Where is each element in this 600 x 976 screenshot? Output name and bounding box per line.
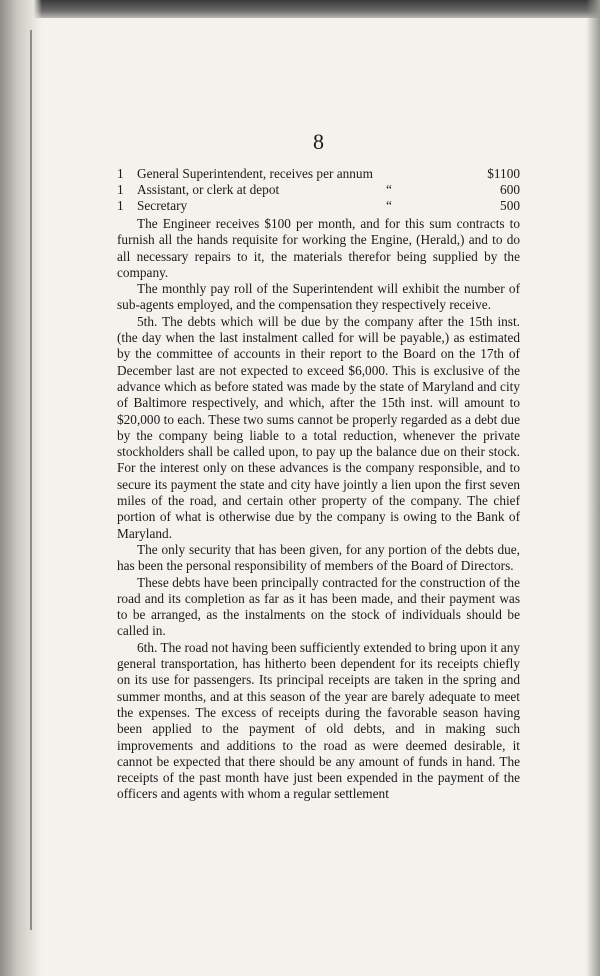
staff-count: 1 xyxy=(117,198,124,213)
paragraph-construction-debts: These debts have been principally contracted for the construction of the road and its completion as far as it has been made, and their payment was to be arranged, as the instalments on the stock of individuals should be called in. xyxy=(117,574,520,639)
page-number: 8 xyxy=(313,129,324,154)
staff-count: 1 xyxy=(117,166,124,181)
salary-amount: $1100 xyxy=(487,166,520,181)
salary-amount: 500 xyxy=(500,198,520,213)
staff-salary-list xyxy=(117,166,520,214)
paragraph-debts: 5th. The debts which will be due by the company after the 15th inst. (the day when the last instalment called for will be payable,) as estimated by the committee of accounts in their report to the Board on the 17th of December last are not expected to exceed $6,000. This is exclusive of the advance which as before stated was made by the state of Maryland and city of Baltimore respectively, and which, after the 15th inst. will amount to $20,000 to each. These two sums cannot be properly regarded as a debt due by the company being liable to a total reduction, whenever the private stockholders shall be called upon, to pay up the balance due on their stock. For the interest only on these advances is the company responsible, and to secure its payment the state and city have jointly a lien upon the first seven miles of the road, and certain other property of the company. The chief portion of what is otherwise due by the company is owing to the Bank of Maryland. xyxy=(117,313,520,541)
staff-title: General Superintendent, receives per annum xyxy=(137,166,373,181)
paragraph-pay-roll: The monthly pay roll of the Superintendent will exhibit the number of sub-agents employed, and the compensation they respectively receive. xyxy=(117,281,520,313)
paragraph-receipts: 6th. The road not having been sufficiently extended to bring upon it any general transportation, has hitherto been dependent for its receipts chiefly on its use for passengers. Its principal receipts are taken in the spring and summer months, and at this season of the year are barely adequate to meet the expenses. The excess of receipts during the favorable season having been applied to the payment of old debts, and in making such improvements and additions to the road as were deemed desirable, it cannot be expected that there should be any amount of funds in hand. The receipts of the past month have just been expended in the payment of the officers and agents with whom a regular settlement xyxy=(117,639,520,802)
ditto-mark: “ xyxy=(386,198,392,213)
scan-binding-edge xyxy=(0,0,42,976)
scan-top-edge xyxy=(0,0,600,18)
staff-row xyxy=(117,182,520,198)
scan-right-edge xyxy=(586,0,600,976)
salary-amount: 600 xyxy=(500,182,520,197)
staff-title: Secretary xyxy=(137,198,188,213)
staff-row xyxy=(117,198,520,214)
ditto-mark xyxy=(386,166,476,182)
staff-count: 1 xyxy=(117,182,124,197)
ditto-mark: “ xyxy=(386,182,392,197)
staff-title: Assistant, or clerk at depot xyxy=(137,182,280,197)
paragraph-security: The only security that has been given, for any portion of the debts due, has been the personal responsibility of members of the Board of Directors. xyxy=(117,541,520,574)
paragraph-engineer: The Engineer receives $100 per month, and for this sum contracts to furnish all the hands requisite for working the Engine, (Herald,) and to do all necessary repairs to it, the materials therefor being supplied by the company. xyxy=(117,216,520,280)
document-page xyxy=(117,130,520,803)
staff-row xyxy=(117,166,520,182)
